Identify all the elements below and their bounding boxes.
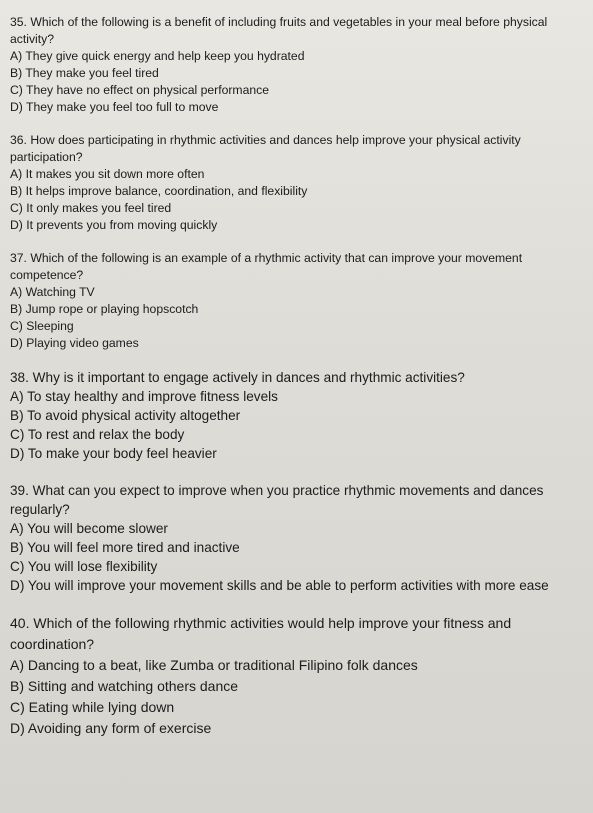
option-d: D) Playing video games	[10, 336, 139, 350]
option-a: A) Dancing to a beat, like Zumba or traditional Filipino folk dances	[10, 657, 418, 673]
option-a: A) It makes you sit down more often	[10, 167, 205, 181]
question-stem: 40. Which of the following rhythmic activities would help improve your fitness and coordination?	[10, 615, 512, 652]
option-a: A) To stay healthy and improve fitness levels	[10, 389, 278, 404]
question-37	[10, 250, 585, 352]
question-35	[10, 14, 585, 116]
option-a: A) You will become slower	[10, 521, 168, 536]
option-d: D) You will improve your movement skills and be able to perform activities with more ease	[10, 578, 549, 593]
option-d: D) They make you feel too full to move	[10, 100, 219, 114]
option-c: C) You will lose flexibility	[10, 559, 158, 574]
option-c: C) To rest and relax the body	[10, 427, 185, 442]
question-38	[10, 368, 585, 463]
question-40	[10, 613, 585, 739]
option-a: A) Watching TV	[10, 285, 95, 299]
option-b: B) You will feel more tired and inactive	[10, 540, 240, 555]
option-b: B) Jump rope or playing hopscotch	[10, 302, 199, 316]
option-b: B) Sitting and watching others dance	[10, 678, 239, 694]
question-stem: 38. Why is it important to engage actively in dances and rhythmic activities?	[10, 370, 465, 385]
question-stem: 37. Which of the following is an example of a rhythmic activity that can improve your movement competence?	[10, 251, 523, 282]
option-c: C) Sleeping	[10, 319, 74, 333]
option-d: D) Avoiding any form of exercise	[10, 720, 212, 736]
option-d: D) To make your body feel heavier	[10, 446, 217, 461]
option-b: B) It helps improve balance, coordination, and flexibility	[10, 184, 308, 198]
option-d: D) It prevents you from moving quickly	[10, 218, 218, 232]
question-36	[10, 132, 585, 234]
option-c: C) Eating while lying down	[10, 699, 175, 715]
question-stem: 36. How does participating in rhythmic activities and dances help improve your physical activity participation?	[10, 133, 521, 164]
option-b: B) They make you feel tired	[10, 66, 159, 80]
option-b: B) To avoid physical activity altogether	[10, 408, 241, 423]
question-stem: 35. Which of the following is a benefit of including fruits and vegetables in your meal before physical activity?	[10, 15, 548, 46]
question-39	[10, 481, 585, 595]
option-c: C) It only makes you feel tired	[10, 201, 172, 215]
question-stem: 39. What can you expect to improve when you practice rhythmic movements and dances regularly?	[10, 483, 544, 517]
option-a: A) They give quick energy and help keep you hydrated	[10, 49, 305, 63]
option-c: C) They have no effect on physical performance	[10, 83, 270, 97]
